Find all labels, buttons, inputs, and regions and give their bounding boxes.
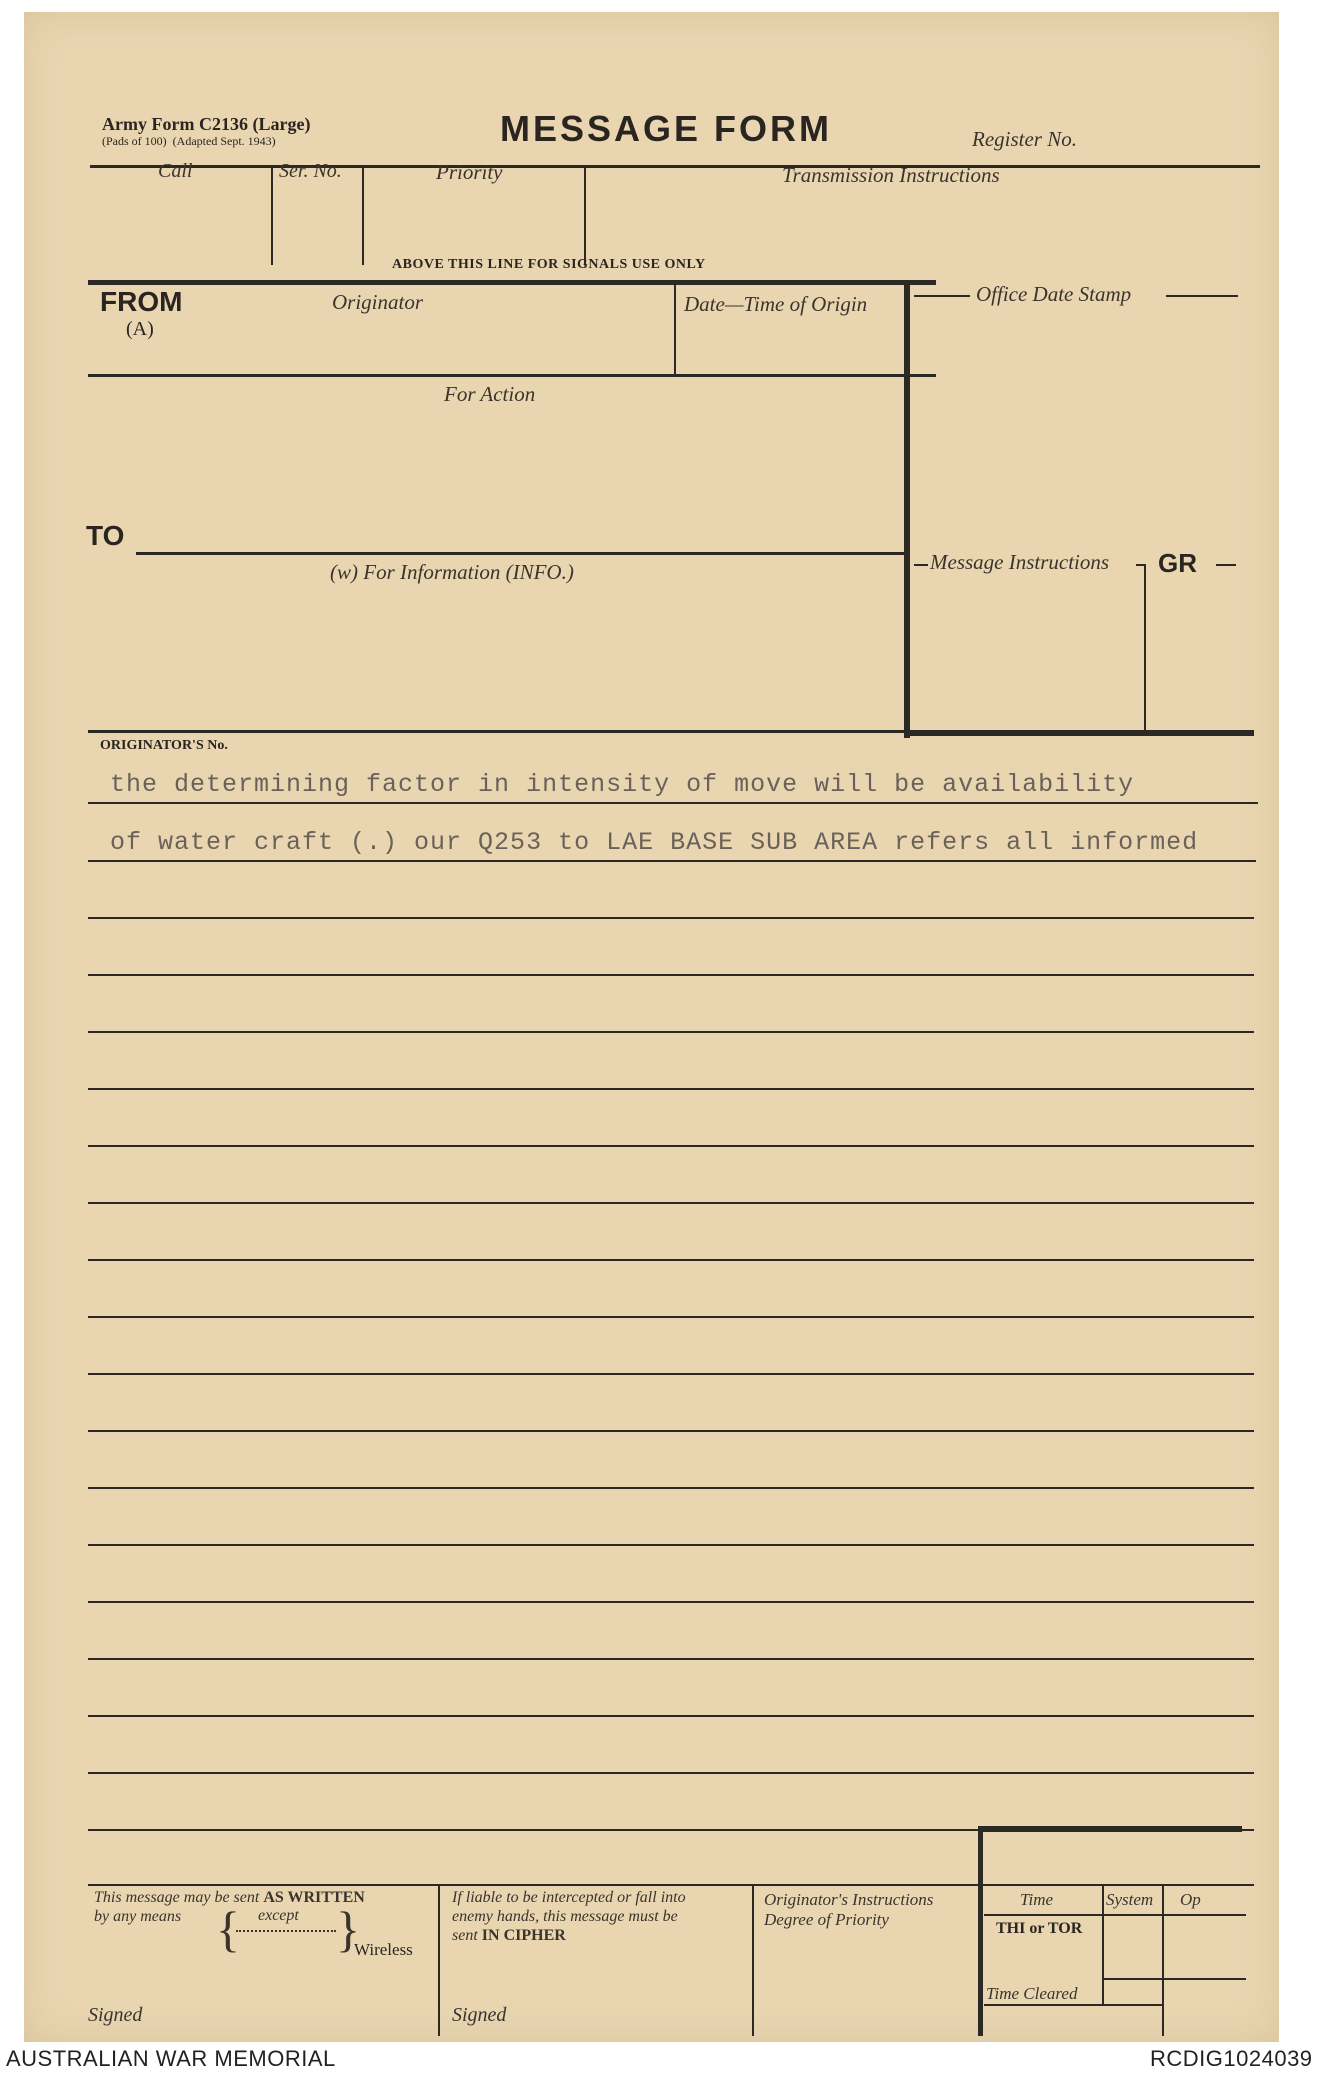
op-cell-rule [1164,1978,1246,1980]
above-line-note: ABOVE THIS LINE FOR SIGNALS USE ONLY [392,257,706,272]
system-divider [1102,1886,1104,2004]
ruled-line [88,1658,1254,1660]
date-divider [674,284,676,374]
gr-rule-right [1216,564,1236,566]
time-box-left-rule [978,1826,983,2036]
signed-label-2: Signed [452,2004,507,2026]
message-line-1: the determining factor in intensity of move will be availability [110,770,1135,799]
op-divider [1162,1886,1164,2036]
form-title: MESSAGE FORM [500,108,833,149]
ruled-line [88,1031,1254,1033]
ruled-line [88,802,1258,804]
except-blank [236,1930,336,1932]
signed-label-1: Signed [88,2004,143,2026]
pads-text: (Pads of 100) [102,134,167,148]
ruled-line [88,1544,1254,1546]
degree-priority-text: Degree of Priority [764,1910,889,1929]
written-text-a: This message may be sent [94,1889,260,1906]
message-line-2: of water craft (.) our Q253 to LAE BASE SUB AREA refers all informed [110,828,1199,857]
wireless-label: Wireless [354,1940,413,1959]
system-cell-rule [1104,1978,1162,1980]
ruled-line [88,917,1254,919]
gr-divider [1144,564,1146,734]
ruled-line [88,1601,1254,1603]
ruled-line [88,1088,1254,1090]
cipher-instruction [452,1888,752,1945]
orig-instr-text: Originator's Instructions [764,1890,934,1909]
bottom-divider-2 [752,1886,754,2036]
ruled-line [88,1373,1254,1375]
footer-archive-label: AUSTRALIAN WAR MEMORIAL [6,2046,336,2071]
right-brace-icon: } [336,1901,360,1957]
ruled-line [88,1259,1254,1261]
from-bottom-rule [88,374,936,377]
originator-instructions [764,1890,933,1930]
call-divider [271,167,273,265]
adapted-text: (Adapted Sept. 1943) [172,134,276,148]
ruled-line [88,1487,1254,1489]
originator-label: Originator [332,290,424,314]
ruled-line [88,1202,1254,1204]
header-rule [90,165,1260,168]
thi-tor-label: THI or TOR [996,1920,1083,1937]
ser-no-divider [362,167,364,265]
time-cleared-label: Time Cleared [986,1984,1078,2003]
right-column-divider [904,280,910,738]
address-bottom-rule-thin [88,730,908,733]
gr-label: GR [1158,548,1197,578]
date-time-label: Date—Time of Origin [684,292,868,316]
ruled-line [88,1772,1254,1774]
ser-no-label: Ser. No. [279,160,342,182]
cipher-text-c: sent [452,1927,478,1944]
ruled-line [88,974,1254,976]
ruled-line [88,1715,1254,1717]
system-label: System [1106,1890,1154,1909]
as-written-text: AS WRITTEN [263,1889,365,1906]
left-brace-icon: { [216,1901,240,1957]
op-label: Op [1180,1890,1201,1909]
priority-divider [584,167,586,265]
ruled-line [88,860,1256,862]
ruled-line [88,1316,1254,1318]
signals-line [88,280,936,285]
message-form-sheet [24,12,1279,2042]
from-label: FROM [100,286,183,317]
footer-id-label: RCDIG1024039 [1150,2046,1313,2071]
msg-instr-rule-left [914,564,928,566]
bottom-divider-1 [438,1886,440,2036]
time-box-top-rule [980,1826,1242,1832]
to-rule [136,552,906,555]
cipher-text-a: If liable to be intercepted or fall into [452,1889,686,1906]
register-no-label: Register No. [972,127,1077,151]
written-text-c: by any means [94,1908,182,1925]
time-label: Time [1020,1890,1054,1909]
ruled-line [88,1145,1254,1147]
priority-label: Priority [436,160,503,184]
call-label: Call [158,160,193,182]
to-label: TO [86,520,125,551]
time-cleared-rule [984,2004,1162,2006]
message-instructions-label: Message Instructions [930,550,1110,574]
address-bottom-rule-thick [908,730,1254,736]
pads-note [102,134,276,149]
cipher-text-b: enemy hands, this message must be [452,1908,678,1925]
ruled-line [88,1430,1254,1432]
transmission-label: Transmission Instructions [782,163,1000,187]
stamp-rule-left [914,295,970,297]
except-label: except [258,1907,299,1924]
army-form-number: Army Form C2136 (Large) [102,114,311,134]
from-sub-label: (A) [126,318,154,340]
in-cipher-text: IN CIPHER [481,1927,566,1944]
for-information-label: (w) For Information (INFO.) [330,560,574,584]
office-date-stamp-label: Office Date Stamp [976,282,1132,306]
stamp-rule-right [1166,295,1238,297]
originators-no-label: ORIGINATOR'S No. [100,738,228,753]
time-header-rule [984,1914,1246,1916]
bottom-section-rule [88,1884,1254,1886]
for-action-label: For Action [444,382,536,406]
